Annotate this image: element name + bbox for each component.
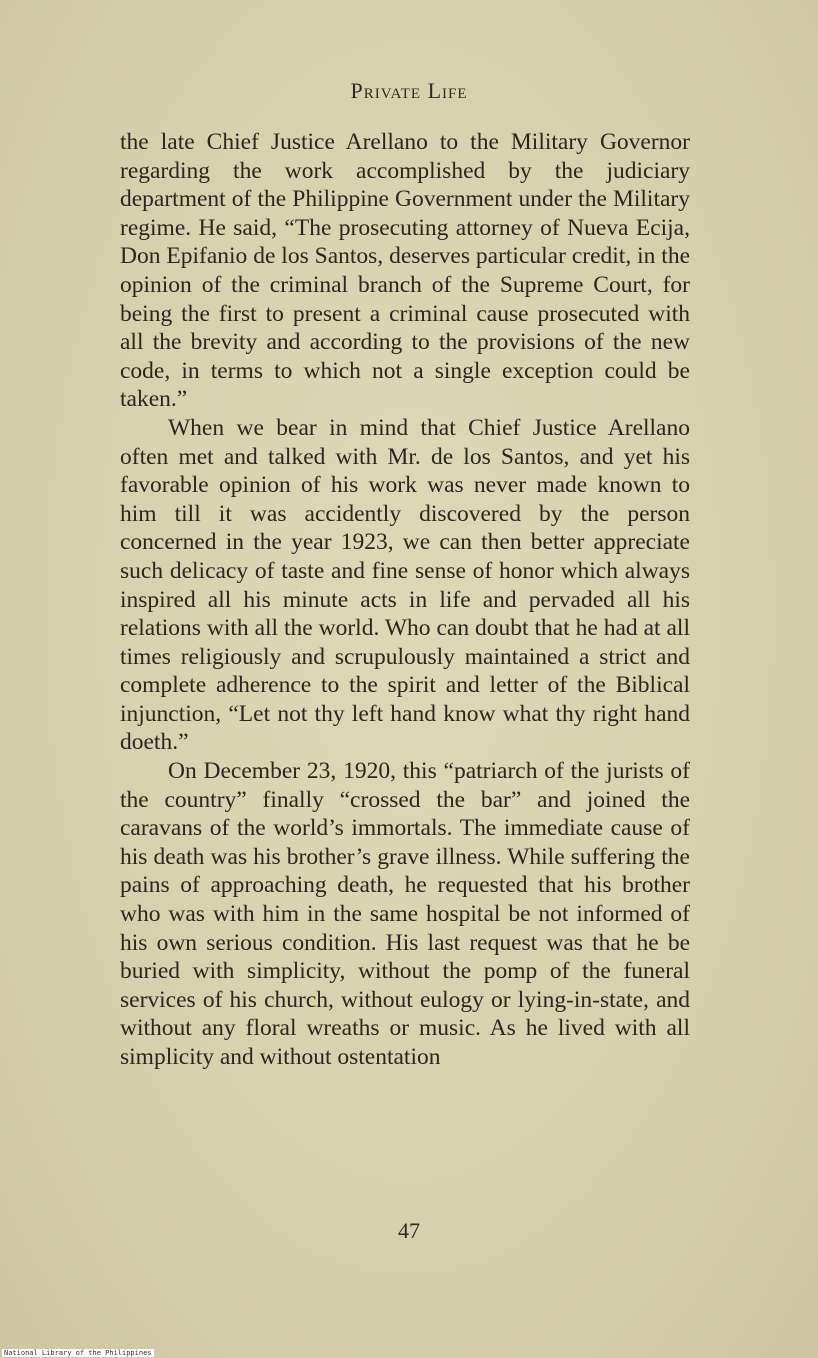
paragraph-2: When we bear in mind that Chief Justice Arellano often met and talked with Mr. de los Santos, and yet his favorable opinion of his work was never made known to him till it was accidently discovered by the person concerned in the year 1923, we can then better appreciate such delicacy of taste and fine sense of honor which always inspired all his minute acts in life and pervaded all his relations with all the world. Who can doubt that he had at all times religiously and scrupulously maintained a strict and complete adherence to the spirit and letter of the Biblical injunction, “Let not thy left hand know what thy right hand doeth.” — [120, 414, 690, 756]
library-credit: National Library of the Philippines — [4, 1349, 152, 1357]
page-number: 47 — [398, 1218, 420, 1243]
paragraph-3: On December 23, 1920, this “patriarch of the jurists of the country” finally “crossed the bar” and joined the caravans of the world’s immortals. The immediate cause of his death was his brother’s grave illness. While suffering the pains of approaching death, he requested that his brother who was with him in the same hospital be not informed of his own serious condition. His last request was that he be buried with simplicity, without the pomp of the funeral services of his church, without eulogy or lying-in-state, and without any floral wreaths or music. As he lived with all simplicity and without ostentation — [120, 758, 690, 1070]
body-text — [120, 128, 690, 1072]
running-head: Private Life — [350, 78, 468, 103]
paragraph-1: the late Chief Justice Arellano to the Military Governor regarding the work accomplished by the judiciary department of the Philippine Government under the Military regime. He said, “The prosecuting attorney of Nueva Ecija, Don Epifanio de los Santos, deserves particular credit, in the opinion of the criminal branch of the Supreme Court, for being the first to present a criminal cause prosecuted with all the brevity and according to the provisions of the new code, in terms to which not a single exception could be taken.” — [120, 129, 690, 413]
